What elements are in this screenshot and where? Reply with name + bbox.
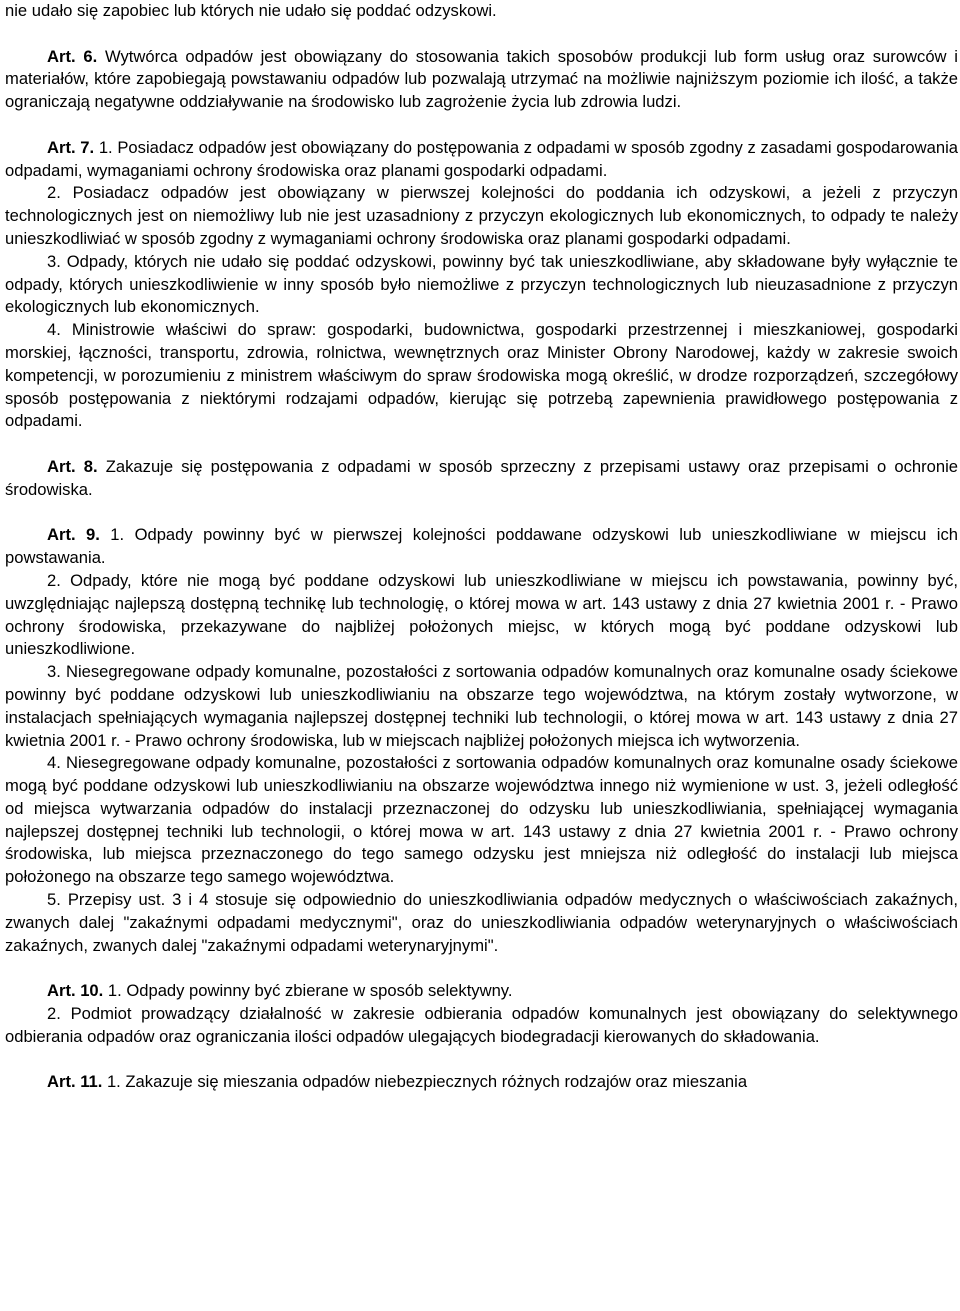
article-8-text: Zakazuje się postępowania z odpadami w sposób sprzeczny z przepisami ustawy oraz przepisami o ochronie środowiska. bbox=[5, 456, 958, 499]
article-9-par-1 bbox=[5, 524, 958, 570]
article-8 bbox=[5, 456, 958, 502]
article-7-par-2: 2. Posiadacz odpadów jest obowiązany w pierwszej kolejności do poddania ich odzyskowi, a jeżeli z przyczyn technologicznych jest on niemożliwy lub nie jest uzasadniony z przyczyn ekologicznych lub ekonomicznych, to odpady te należy unieszkodliwiać w sposób zgodny z wymaganiami ochrony środowiska oraz planami gospodarki odpadami. bbox=[5, 183, 958, 248]
article-7-par-3: 3. Odpady, których nie udało się poddać odzyskowi, powinny być tak unieszkodliwiane, aby składowane były wyłącznie te odpady, których unieszkodliwienie w inny sposób było niemożliwe z przyczyn technologicznych lub nieuzasadnione z przyczyn ekologicznych lub ekonomicznych. bbox=[5, 251, 958, 317]
article-10-par-1-text: 1. Odpady powinny być zbierane w sposób selektywny. bbox=[103, 981, 513, 1001]
article-11-label: Art. 11. bbox=[47, 1072, 103, 1092]
article-7-par-1 bbox=[5, 137, 958, 183]
article-9-par-2: 2. Odpady, które nie mogą być poddane odzyskowi lub unieszkodliwiane w miejscu ich powstawania, powinny być, uwzględniając najlepszą dostępną technikę lub technologię, o której mowa w art. 143 ustawy z dnia 27 kwietnia 2001 r. - Prawo ochrony środowiska, przekazywane do najbliżej położonych miejsc, w których mogą być poddane odzyskowi lub unieszkodliwione. bbox=[5, 570, 958, 659]
article-6-text: Wytwórca odpadów jest obowiązany do stosowania takich sposobów produkcji lub form usług oraz surowców i materiałów, które zapobiegają powstawaniu odpadów lub pozwalają utrzymać na możliwie najniższym poziomie ich ilość, a także ograniczają negatywne oddziaływanie na środowisko lub zagrożenie życia lub zdrowia ludzi. bbox=[5, 46, 958, 112]
article-10-par-1 bbox=[5, 980, 958, 1003]
article-9-par-1-text: 1. Odpady powinny być w pierwszej kolejności poddawane odzyskowi lub unieszkodliwiane w miejscu ich powstawania. bbox=[5, 525, 959, 568]
article-6 bbox=[5, 46, 958, 114]
document-page bbox=[5, 0, 958, 1094]
article-11-par-1 bbox=[5, 1071, 958, 1094]
article-9-par-3: 3. Niesegregowane odpady komunalne, pozostałości z sortowania odpadów komunalnych oraz komunalne osady ściekowe powinny być poddane odzyskowi lub unieszkodliwianiu na obszarze tego województwa, na którym zostały wytworzone, w instalacjach spełniających wymagania najlepszej dostępnej techniki lub technologii, o której mowa w art. 143 ustawy z dnia 27 kwietnia 2001 r. - Prawo ochrony środowiska, lub w miejscach najbliżej położonych miejsca ich wytworzenia. bbox=[5, 662, 958, 750]
article-8-label: Art. 8. bbox=[47, 456, 98, 476]
article-6-label: Art. 6. bbox=[47, 46, 98, 66]
article-10-label: Art. 10. bbox=[47, 981, 104, 1001]
article-7-par-1-text: 1. Posiadacz odpadów jest obowiązany do postępowania z odpadami w sposób zgodny z zasadami gospodarowania odpadami, wymaganiami ochrony środowiska oraz planami gospodarki odpadami. bbox=[5, 137, 958, 180]
article-7-label: Art. 7. bbox=[47, 137, 95, 157]
article-11-par-1-text: 1. Zakazuje się mieszania odpadów niebezpiecznych różnych rodzajów oraz mieszania bbox=[102, 1072, 748, 1092]
article-7-par-4: 4. Ministrowie właściwi do spraw: gospodarki, budownictwa, gospodarki przestrzennej i mieszkaniowej, gospodarki morskiej, łączności, transportu, zdrowia, rolnictwa, wewnętrznych oraz Minister Obrony Narodowej, każdy w zakresie swoich kompetencji, w porozumieniu z ministrem właściwym do spraw środowiska mogą określić, w drodze rozporządzeń, szczegółowy sposób postępowania z niektórymi rodzajami odpadów, kierując się potrzebą zapewnienia prawidłowego postępowania z odpadami. bbox=[5, 320, 958, 431]
paragraph-continuation: nie udało się zapobiec lub których nie udało się poddać odzyskowi. bbox=[5, 1, 497, 20]
article-9-label: Art. 9. bbox=[47, 525, 100, 545]
article-9-par-5: 5. Przepisy ust. 3 i 4 stosuje się odpowiednio do unieszkodliwiania odpadów medycznych o właściwościach zakaźnych, zwanych dalej "zakaźnymi odpadami medycznymi", oraz do unieszkodliwiania odpadów weterynaryjnych o właściwościach zakaźnych, zwanych dalej "zakaźnymi odpadami weterynaryjnymi". bbox=[5, 890, 958, 955]
article-9-par-4: 4. Niesegregowane odpady komunalne, pozostałości z sortowania odpadów komunalnych oraz komunalne osady ściekowe mogą być poddane odzyskowi lub unieszkodliwianiu na obszarze województwa innego niż wymienione w ust. 3, jeżeli odległość od miejsca wytwarzania odpadów do instalacji przeznaczonej do odzysku lub unieszkodliwiania, spełniającej wymagania najlepszej dostępnej techniki lub technologii, o której mowa w art. 143 ustawy z dnia 27 kwietnia 2001 r. - Prawo ochrony środowiska, lub miejsca przeznaczonego do tego samego odzysku jest mniejsza niż odległość do instalacji lub miejsca położonego na obszarze tego samego województwa. bbox=[5, 753, 958, 887]
article-10-par-2: 2. Podmiot prowadzący działalność w zakresie odbierania odpadów komunalnych jest obowiązany do selektywnego odbierania odpadów oraz ograniczania ilości odpadów ulegających biodegradacji kierowanych do składowania. bbox=[5, 1004, 958, 1046]
